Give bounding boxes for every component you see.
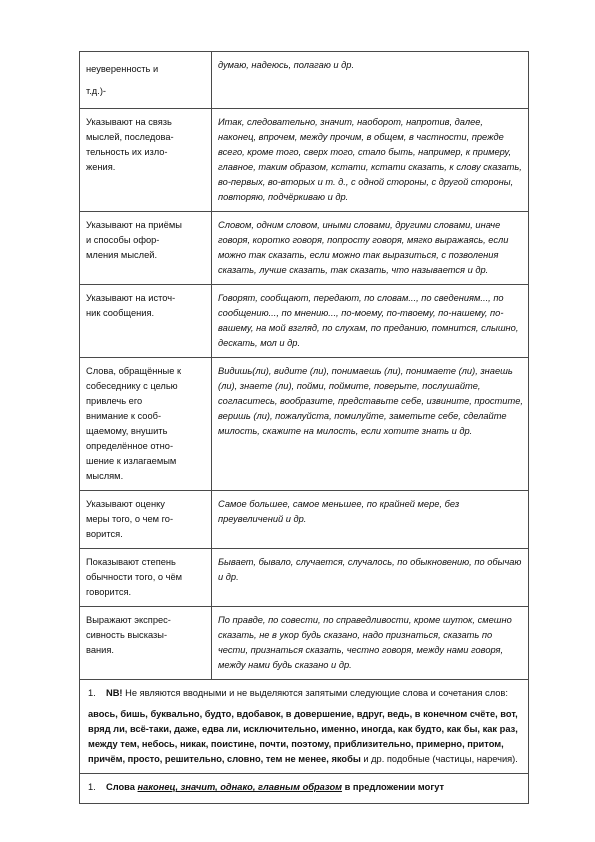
row-category-cell (80, 607, 212, 680)
row-category-line: Указывают оценку (86, 499, 165, 509)
note-row (80, 680, 529, 774)
row-category-cell (80, 285, 212, 358)
row-category-line: щаемому, внушить (86, 426, 168, 436)
word-list-text: авось, бишь, буквально, будто, вдобавок, в довершение, вдруг, ведь, в конечном счёте, вот, вряд ли, всё-таки, даже, едва ли, исключительно, именно, иногда, как будто, как бы, как раз, между тем, небось, никак, поистине, почти, поэтому, приблизительно, примерно, притом, причём, просто, решительно, словно, тем не менее, якобы (88, 709, 518, 764)
row-category-line: неуверенность и (86, 64, 159, 74)
table-row (80, 52, 529, 109)
row-category-line: Показывают степень (86, 557, 176, 567)
list-number: 1. (88, 688, 96, 698)
row-category-cell (80, 491, 212, 549)
table-row (80, 212, 529, 285)
row-category-line: жения. (86, 162, 116, 172)
row-category-line: обычности того, о чём (86, 572, 183, 582)
note-text: Не являются вводными и не выделяются запятыми следующие слова и сочетания слов: (122, 688, 508, 698)
note-row (80, 774, 529, 804)
row-category-line: меры того, о чем го- (86, 514, 174, 524)
row-category-line: внимание к сооб- (86, 411, 162, 421)
table-row (80, 549, 529, 607)
note-rest: в предложении могут (342, 782, 445, 792)
table-row (80, 607, 529, 680)
row-category-line: собеседнику с целью (86, 381, 178, 391)
row-examples-cell: Говорят, сообщают, передают, по словам..., по сведениям..., по сообщению..., по мнению..., по-моему, по-твоему, по-нашему, по-вашему, на мой взгляд, по слухам, по преданию, помнится, слышно, дескать, мол и др. (212, 285, 529, 358)
document-page (79, 51, 529, 804)
row-examples-cell: Словом, одним словом, иными словами, другими словами, иначе говоря, коротко говоря, попросту говоря, мягко выражаясь, если можно так сказать, если можно так выразиться, с позволения сказать, лучше сказать, так сказать, что называется и др. (212, 212, 529, 285)
row-category-line: вания. (86, 645, 114, 655)
row-examples-cell: Бывает, бывало, случается, случалось, по обыкновению, по обычаю и др. (212, 549, 529, 607)
note-cell (80, 680, 529, 774)
note-lead: Слова (106, 782, 138, 792)
row-category-line: Выражают экспрес- (86, 615, 171, 625)
row-category-line: Слова, обращённые к (86, 366, 182, 376)
non-introductory-words-list (88, 707, 520, 767)
table-row (80, 358, 529, 491)
table-row (80, 491, 529, 549)
row-examples-cell: Видишь(ли), видите (ли), понимаешь (ли), понимаете (ли), знаешь (ли), знаете (ли), пойми, поймите, поверьте, послушайте, согласитесь, вообразите, представьте себе, извините, простите, веришь (ли), пожалуйста, помилуйте, заметьте себе, сделайте милость, скажите на милость, если хотите знать и др. (212, 358, 529, 491)
row-category-cell (80, 549, 212, 607)
row-category-line: Указывают на связь (86, 117, 172, 127)
nb-marker: NB! (106, 688, 123, 698)
row-category-cell (80, 52, 212, 109)
row-category-line: ворится. (86, 529, 123, 539)
list-number: 1. (88, 782, 96, 792)
row-examples-cell: Самое большее, самое меньшее, по крайней мере, без преувеличений и др. (212, 491, 529, 549)
table-row (80, 285, 529, 358)
note-cell (80, 774, 529, 804)
row-examples-cell: думаю, надеюсь, полагаю и др. (212, 52, 529, 109)
introductory-words-table (79, 51, 529, 804)
row-category-line: привлечь его (86, 396, 143, 406)
row-category-line: и способы офор- (86, 235, 160, 245)
row-examples-cell: Итак, следовательно, значит, наоборот, напротив, далее, наконец, впрочем, между прочим, в общем, в частности, прежде всего, кроме того, сверх того, стало быть, например, к примеру, главное, таким образом, кстати, кстати сказать, к слову сказать, во-первых, во-вторых и т. д., с одной стороны, с другой стороны, повторяю, подчёркиваю и др. (212, 109, 529, 212)
row-category-line: ник сообщения. (86, 308, 155, 318)
row-category-line: мления мыслей. (86, 250, 158, 260)
table-row (80, 109, 529, 212)
row-category-line: сивность высказы- (86, 630, 168, 640)
row-category-line: шение к излагаемым (86, 456, 177, 466)
note-intro (88, 686, 520, 701)
word-list-tail: и др. подобные (частицы, наречия). (360, 754, 518, 764)
row-category-line: определённое отно- (86, 441, 174, 451)
row-category-cell (80, 358, 212, 491)
row-category-line: говорится. (86, 587, 132, 597)
row-category-line: Указывают на приёмы (86, 220, 182, 230)
row-examples-cell: По правде, по совести, по справедливости, кроме шуток, смешно сказать, не в укор будь сказано, надо признаться, сказать по чести, признаться сказать, честно говоря, между нами говоря, между нами будь сказано и др. (212, 607, 529, 680)
row-category-line: тельность их изло- (86, 147, 168, 157)
row-category-line: мыслей, последова- (86, 132, 174, 142)
note-second-item (88, 780, 520, 795)
row-category-line: Указывают на источ- (86, 293, 176, 303)
row-category-line: т.д.)- (86, 86, 107, 96)
row-category-cell (80, 109, 212, 212)
underlined-words: наконец, значит, однако, главным образом (137, 782, 343, 792)
row-category-cell (80, 212, 212, 285)
row-category-line: мыслям. (86, 471, 124, 481)
